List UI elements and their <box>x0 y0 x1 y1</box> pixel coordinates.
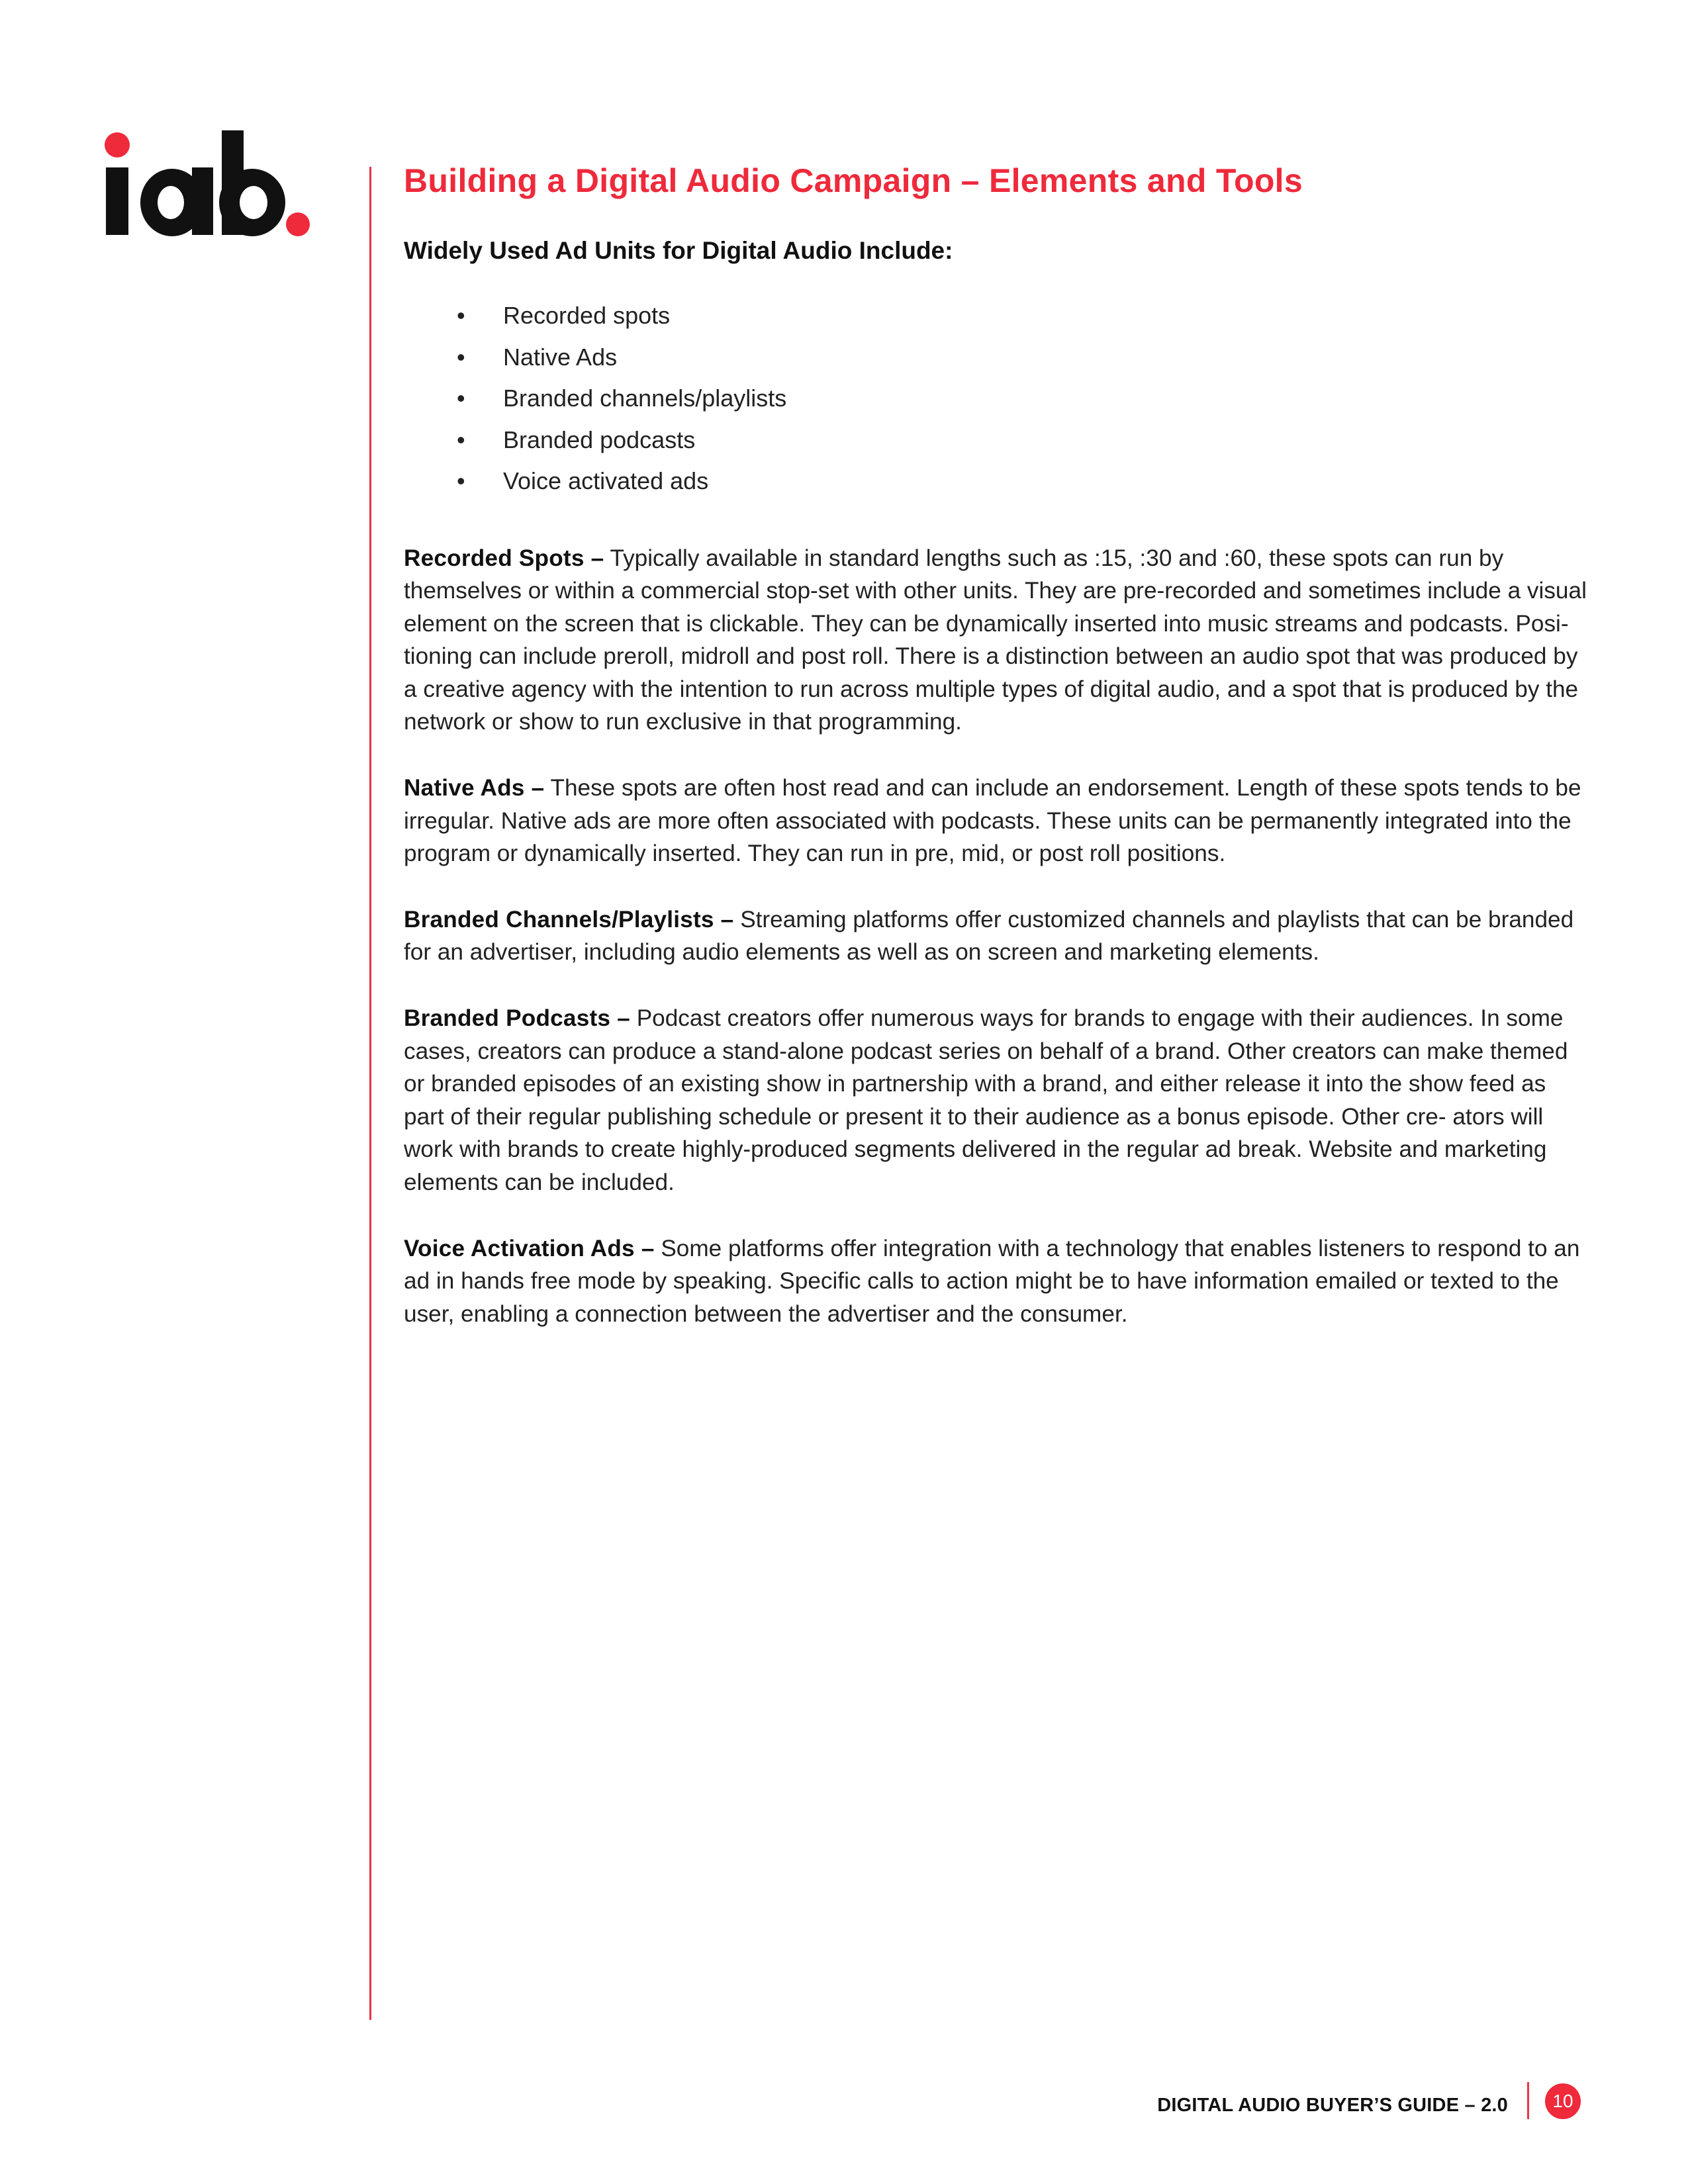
section-body: These spots are often host read and can include an endorsement. Length of these spots tends to be irregular. Native ads are more often associated with podcasts. These units can be permanently integrated into the program or dynamically inserted. They can run in pre, mid, or post roll positions. <box>404 775 1581 867</box>
footer-guide-title: DIGITAL AUDIO BUYER’S GUIDE – 2.0 <box>1157 2095 1508 2116</box>
section-branded-podcasts <box>404 1002 1589 1199</box>
section-term: Voice Activation Ads – <box>404 1235 655 1261</box>
list-item-label: Branded podcasts <box>503 426 696 453</box>
list-item <box>404 461 1589 502</box>
footer-divider <box>1527 2082 1529 2119</box>
list-item <box>404 295 1589 337</box>
page-title: Building a Digital Audio Campaign – Elements and Tools <box>404 162 1303 199</box>
section-body: Some platforms offer integration with a technology that enables listeners to respond to an ad in hands free mode by speaking. Specific calls to action might be to have information emailed or texted to the user, enabling a connection between the advertiser and the consumer. <box>404 1235 1580 1327</box>
list-item-label: Recorded spots <box>503 302 671 329</box>
section-term: Recorded Spots – <box>404 545 604 571</box>
bullet-icon: • <box>457 426 465 453</box>
list-item <box>404 420 1589 461</box>
section-body: Typically available in standard lengths such as :15, :30 and :60, these spots can run by themselves or within a commercial stop-set with other units. They are pre-recorded and sometimes include a visual element on the screen that is clickable. They can be dynamically inserted into music streams and podcasts. Posi- tioning can include preroll, midroll and post roll. There is a distinction between an audio spot that was produced by a creative agency with the intention to run across multiple types of digital audio, and a spot that is produced by the network or show to run exclusive in that programming. <box>404 545 1587 735</box>
left-divider-rule <box>369 167 371 2020</box>
iab-logo <box>99 129 311 242</box>
bullet-icon: • <box>457 302 465 329</box>
list-item-label: Native Ads <box>503 343 618 371</box>
section-native-ads <box>404 772 1589 870</box>
iab-logo-mark <box>99 129 311 242</box>
ad-units-list <box>404 295 1589 502</box>
section-body: Streaming platforms offer customized channels and playlists that can be branded for an advertiser, including audio elements as well as on screen and marketing elements. <box>404 906 1574 966</box>
list-item <box>404 337 1589 379</box>
bullet-icon: • <box>457 467 465 494</box>
section-voice-activation-ads <box>404 1232 1589 1331</box>
list-item <box>404 378 1589 420</box>
section-recorded-spots <box>404 542 1589 739</box>
section-body: Podcast creators offer numerous ways for brands to engage with their audiences. In some cases, creators can produce a stand-alone podcast series on behalf of a brand. Other creators can make themed or branded episodes of an existing show in partnership with a brand, and either release it into the show feed as part of their regular publishing schedule or present it to their audience as a bonus episode. Other cre- ators will work with brands to create highly-produced segments delivered in the regular ad break. Website and marketing elements can be included. <box>404 1005 1568 1195</box>
section-term: Branded Podcasts – <box>404 1005 630 1032</box>
bullet-icon: • <box>457 343 465 371</box>
page-number-badge: 10 <box>1545 2083 1581 2119</box>
bullet-icon: • <box>457 385 465 412</box>
section-branded-channels <box>404 903 1589 969</box>
section-term: Branded Channels/Playlists – <box>404 906 734 933</box>
main-content <box>404 159 1589 1330</box>
list-item-label: Branded channels/playlists <box>503 385 787 412</box>
ad-units-subhead: Widely Used Ad Units for Digital Audio Include: <box>404 237 953 264</box>
section-term: Native Ads – <box>404 775 545 801</box>
list-item-label: Voice activated ads <box>503 467 709 494</box>
